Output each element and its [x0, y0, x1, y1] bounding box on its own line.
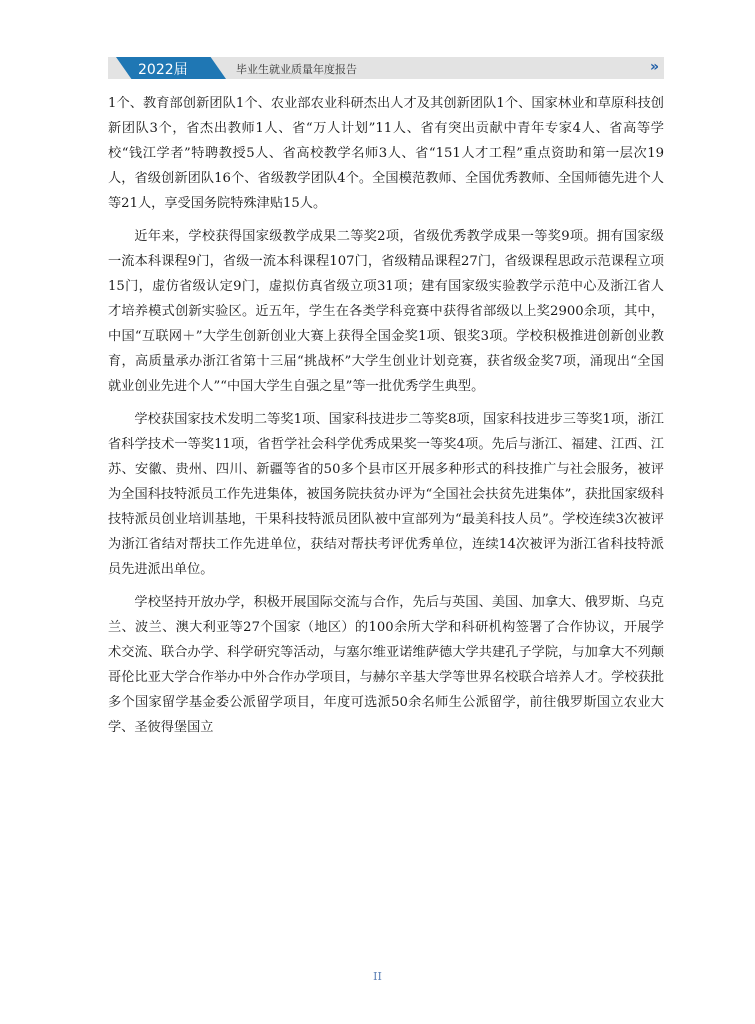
paragraph-2: 近年来，学校获得国家级教学成果二等奖2项，省级优秀教学成果一等奖9项。拥有国家级一流本科课程9门，省级一流本科课程107门，省级精品课程27门，省级课程思政示范课程立项15门，虚仿省级认定9门，虚拟仿真省级立项31项；建有国家级实验教学示范中心及浙江省人才培养模式创新实验区。近五年，学生在各类学科竞赛中获得省部级以上奖2900余项，其中，中国“互联网＋”大学生创新创业大赛上获得全国金奖1项、银奖3项。学校积极推进创新创业教育，高质量承办浙江省第十三届“挑战杯”大学生创业计划竞赛，获省级金奖7项，涌现出“全国就业创业先进个人”“中国大学生自强之星”等一批优秀学生典型。 — [108, 229, 664, 394]
paragraph-4: 学校坚持开放办学，积极开展国际交流与合作，先后与英国、美国、加拿大、俄罗斯、乌克兰、波兰、澳大利亚等27个国家（地区）的100余所大学和科研机构签署了合作协议，开展学术交流、联合办学、科学研究等活动，与塞尔维亚诺维萨德大学共建孔子学院，与加拿大不列颠哥伦比亚大学合作举办中外合作办学项目，与赫尔辛基大学等世界名校联合培养人才。学校获批多个国家留学基金委公派留学项目，年度可选派50余名师生公派留学，前往俄罗斯国立农业大学、圣彼得堡国立 — [108, 595, 664, 735]
header-title: 毕业生就业质量年度报告 — [236, 63, 357, 76]
double-chevron-right-icon: » — [649, 59, 656, 75]
page-number: II — [373, 970, 382, 983]
page-header — [108, 57, 664, 79]
paragraph-3: 学校获国家技术发明二等奖1项、国家科技进步二等奖8项，国家科技进步三等奖1项，浙江省科学技术一等奖11项，省哲学社会科学优秀成果奖一等奖4项。先后与浙江、福建、江西、江苏、安徽、贵州、四川、新疆等省的50多个县市区开展多种形式的科技推广与社会服务，被评为全国科技特派员工作先进集体，被国务院扶贫办评为“全国社会扶贫先进集体”，获批国家级科技特派员创业培训基地，干果科技特派员团队被中宣部列为“最美科技人员”。学校连续3次被评为浙江省结对帮扶工作先进单位，获结对帮扶考评优秀单位，连续14次被评为浙江省科技特派员先进派出单位。 — [108, 412, 664, 577]
header-year: 2022届 — [138, 62, 188, 78]
document-body — [108, 91, 664, 748]
paragraph-1: 1个、教育部创新团队1个、农业部农业科研杰出人才及其创新团队1个、国家林业和草原科技创新团队3个，省杰出教师1人、省“万人计划”11人、省有突出贡献中青年专家4人、省高等学校“钱江学者”特聘教授5人、省高校教学名师3人、省“151人才工程”重点资助和第一层次19人，省级创新团队16个、省级教学团队4个。全国模范教师、全国优秀教师、全国师德先进个人等21人，享受国务院特殊津贴15人。 — [108, 96, 664, 211]
